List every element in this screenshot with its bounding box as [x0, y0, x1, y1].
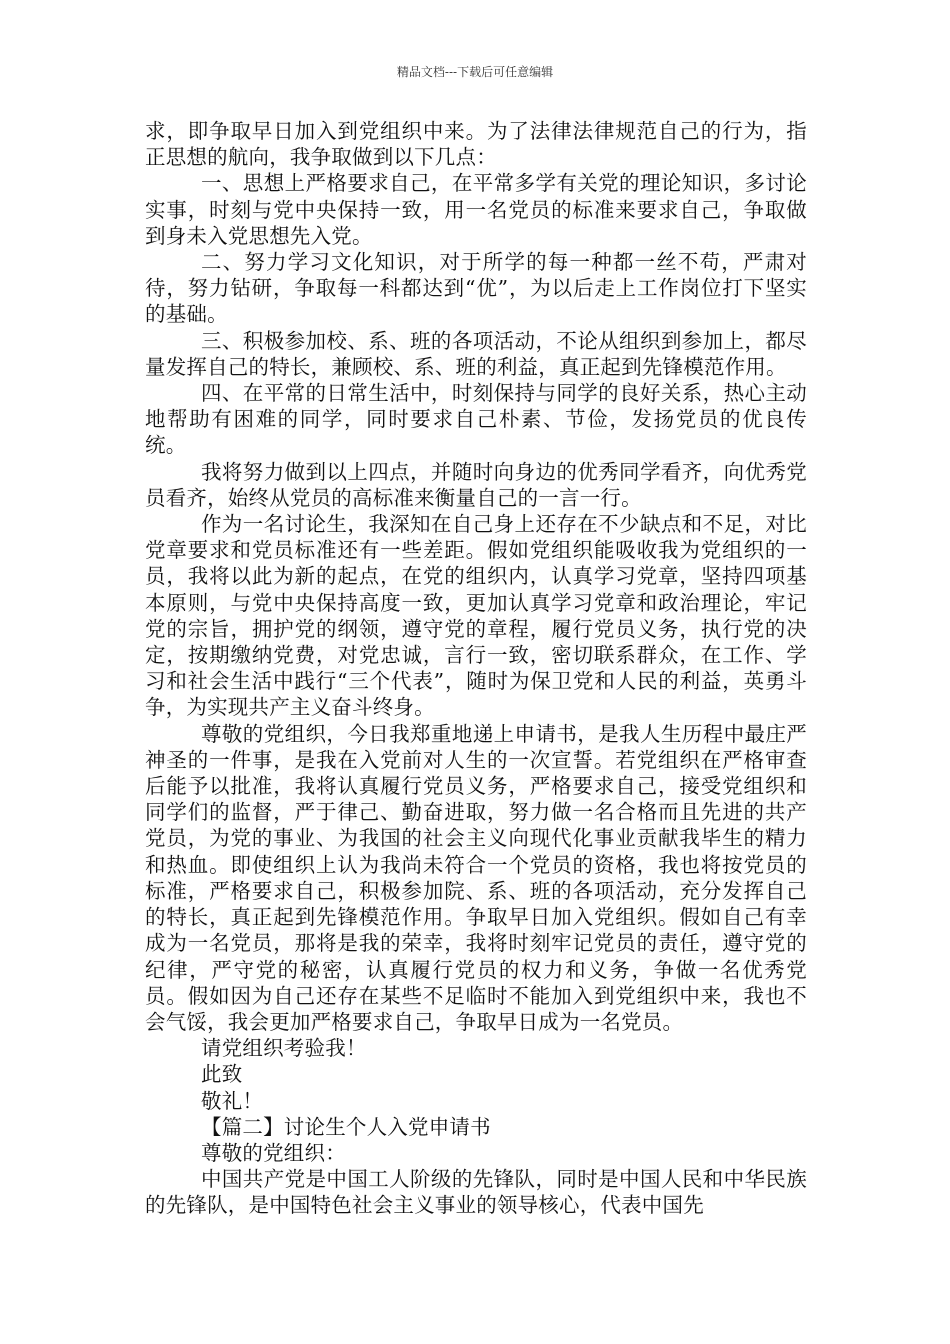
document-body [145, 118, 807, 1219]
section-heading-part-two: 【篇二】讨论生个人入党申请书 [201, 1114, 491, 1139]
paragraph-part-two-opening: 中国共产党是中国工人阶级的先锋队，同时是中国人民和中华民族的先锋队，是中国特色社会主义事业的领导核心，代表中国先 [145, 1167, 807, 1218]
paragraph-point-two: 二、努力学习文化知识，对于所学的每一种都一丝不苟，严肃对待，努力钻研，争取每一科都达到“优”，为以后走上工作岗位打下坚实的基础。 [145, 250, 807, 327]
paragraph-commitment: 我将努力做到以上四点，并随时向身边的优秀同学看齐，向优秀党员看齐，始终从党员的高标准来衡量自己的一言一行。 [145, 459, 807, 510]
paragraph-salutation-1: 此致 [201, 1062, 243, 1087]
paragraph-point-four: 四、在平常的日常生活中，时刻保持与同学的良好关系，热心主动地帮助有困难的同学，同时要求自己朴素、节俭，发扬党员的优良传统。 [145, 381, 807, 458]
page-header: 精品文档---下载后可任意编辑 [396, 65, 554, 79]
paragraph-point-three: 三、积极参加校、系、班的各项活动，不论从组织到参加上，都尽量发挥自己的特长，兼顾校、系、班的利益，真正起到先锋模范作用。 [145, 328, 807, 379]
paragraph-intro: 求，即争取早日加入到党组织中来。为了法律法律规范自己的行为，指正思想的航向，我争取做到以下几点： [145, 119, 807, 170]
paragraph-salutation-2: 敬礼！ [201, 1088, 264, 1113]
paragraph-point-one: 一、思想上严格要求自己，在平常多学有关党的理论知识，多讨论实事，时刻与党中央保持一致，用一名党员的标准来要求自己，争取做到身未入党思想先入党。 [145, 171, 807, 248]
paragraph-greeting: 尊敬的党组织： [201, 1140, 346, 1165]
paragraph-self-reflection: 作为一名讨论生，我深知在自己身上还存在不少缺点和不足，对比党章要求和党员标准还有一些差距。假如党组织能吸收我为党组织的一员，我将以此为新的起点，在党的组织内，认真学习党章，坚持四项基本原则，与党中央保持高度一致，更加认真学习党章和政治理论，牢记党的宗旨，拥护党的纲领，遵守党的章程，履行党员义务，执行党的决定，按期缴纳党费，对党忠诚，言行一致，密切联系群众，在工作、学习和社会生活中践行“三个代表”，随时为保卫党和人民的利益，英勇斗争，为实现共产主义奋斗终身。 [145, 512, 807, 720]
paragraph-request: 请党组织考验我！ [201, 1036, 367, 1061]
paragraph-pledge: 尊敬的党组织，今日我郑重地递上申请书，是我人生历程中最庄严神圣的一件事，是我在入党前对人生的一次宣誓。若党组织在严格审查后能予以批准，我将认真履行党员义务，严格要求自己，接受党组织和同学们的监督，严于律己、勤奋进取，努力做一名合格而且先进的共产党员，为党的事业、为我国的社会主义向现代化事业贡献我毕生的精力和热血。即使组织上认为我尚未符合一个党员的资格，我也将按党员的标准，严格要求自己，积极参加院、系、班的各项活动，充分发挥自己的特长，真正起到先锋模范作用。争取早日加入党组织。假如自己有幸成为一名党员，那将是我的荣幸，我将时刻牢记党员的责任，遵守党的纪律，严守党的秘密，认真履行党员的权力和义务，争做一名优秀党员。假如因为自己还存在某些不足临时不能加入到党组织中来，我也不会气馁，我会更加严格要求自己，争取早日成为一名党员。 [145, 721, 807, 1034]
